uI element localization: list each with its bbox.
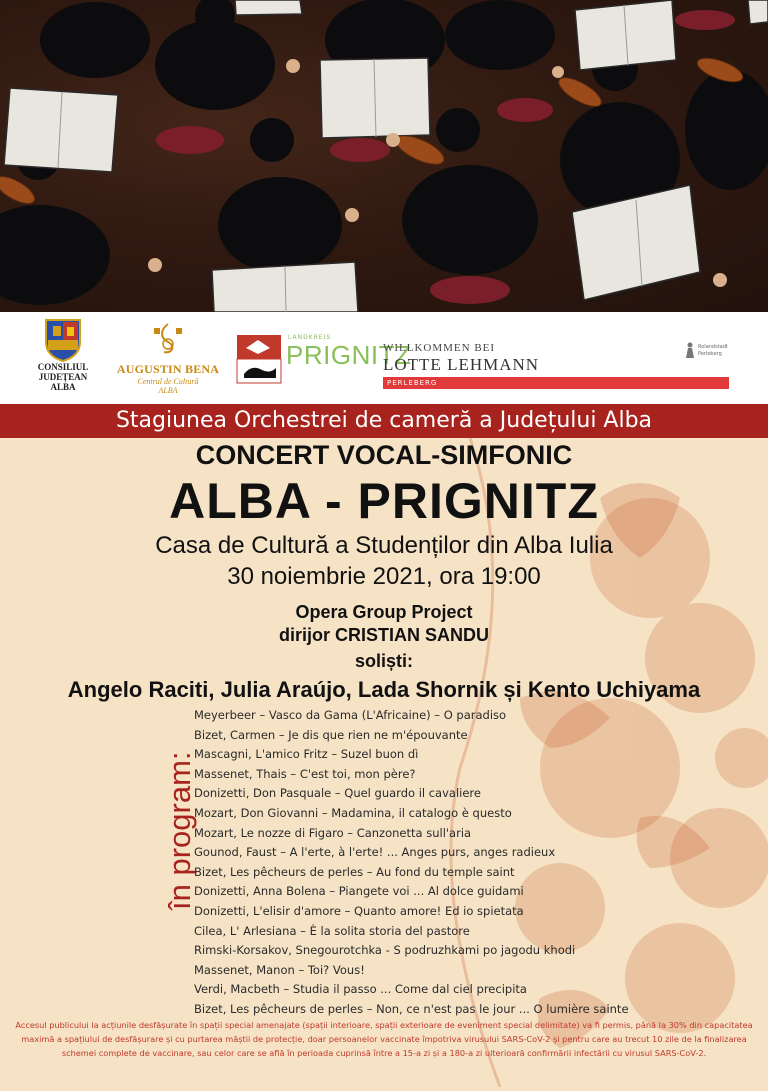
lotte-lehmann-bar	[383, 377, 729, 389]
county-council-name: CONSILIUL JUDEȚEAN ALBA	[37, 362, 89, 392]
program-item: Bizet, Les pêcheurs de perles – Au fond du temple saint	[194, 864, 515, 879]
coat-of-arms-icon	[43, 318, 83, 362]
covid-access-notice: Accesul publicului la acțiunile desfășurate în spații special amenajate (spații interioare, spații exterioare de eveniment special delimitate) va fi permis, până la 30% din capacitatea maximă a spațiului de desfășurare și cu purtarea măștii de protecție, doar persoanelor vaccinate împotriva virusului SARS-CoV-2 și pentru care au trecut 10 zile de la finalizarea schemei complete de vaccinare, sau celor care se află în perioada cuprinsă între a 15-a zi și a 180-a zi ulterioară confirmării infectării cu virusul SARS-CoV-2.	[15, 1020, 753, 1058]
program-item: Donizetti, Anna Bolena – Piangete voi ... Al dolce guidami	[194, 884, 524, 899]
prignitz-crest-icon	[236, 334, 282, 384]
prignitz-logo	[236, 334, 412, 386]
program-item: Massenet, Thais – C'est toi, mon père?	[194, 766, 416, 781]
season-banner: Stagiunea Orchestrei de cameră a Județului Alba	[0, 404, 768, 438]
concert-date: 30 noiembrie 2021, ora 19:00	[227, 563, 541, 590]
program-item: Donizetti, L'elisir d'amore – Quanto amore! Ed io spietata	[194, 903, 524, 918]
program-item: Mascagni, L'amico Fritz – Suzel buon dì	[194, 747, 419, 762]
orchestra-photo	[0, 0, 768, 312]
program-item: Bizet, Carmen – Je dis que rien ne m'épouvante	[194, 727, 468, 742]
program-item: Mozart, Le nozze di Figaro – Canzonetta sull'aria	[194, 825, 472, 840]
program-item: Cilea, L' Arlesiana – È la solita storia del pastore	[194, 923, 470, 938]
concert-type: CONCERT VOCAL-SIMFONIC	[195, 440, 573, 470]
prignitz-kicker: LANDKREIS	[288, 334, 332, 341]
culture-center-logo	[108, 322, 228, 394]
program-item: Gounod, Faust – A l'erte, à l'erte! ... Anges purs, anges radieux	[194, 845, 556, 860]
program-item: Bizet, Les pêcheurs de perles – Non, ce n'est pas le jour ... O lumière sainte	[194, 1001, 629, 1016]
soloists-label: soliști:	[354, 651, 413, 671]
concert-title: ALBA - PRIGNITZ	[169, 473, 599, 529]
ensemble-name: Opera Group Project	[295, 602, 473, 622]
treble-clef-icon	[146, 322, 190, 356]
soloists: Angelo Raciti, Julia Araújo, Lada Shornik și Kento Uchiyama	[67, 677, 701, 702]
lotte-lehmann-logo	[383, 342, 729, 394]
culture-center-name: AUGUSTIN BENA	[116, 362, 220, 376]
conductor: dirijor CRISTIAN SANDU	[278, 625, 489, 645]
lotte-lehmann-location: PERLEBERG	[387, 379, 438, 387]
program-list	[194, 706, 754, 1020]
prignitz-name: PRIGNITZ	[286, 340, 412, 370]
program-item: Massenet, Manon – Toi? Vous!	[194, 962, 365, 977]
orchestra-illustration	[0, 0, 768, 312]
logo-bar	[0, 312, 768, 404]
program-item: Donizetti, Don Pasquale – Quel guardo il cavaliere	[194, 786, 481, 801]
culture-center-subtitle: Centrul de Cultură ALBA	[137, 377, 199, 395]
lotte-lehmann-name: LOTTE LEHMANN	[383, 355, 540, 374]
county-council-logo	[30, 318, 96, 402]
program-label-text: în program:	[162, 751, 197, 910]
lotte-lehmann-welcome: WILLKOMMEN BEI	[383, 342, 496, 354]
program-item: Rimski-Korsakov, Snegourotchka - S podruzhkami po jagodu khodi	[194, 943, 576, 958]
venue: Casa de Cultură a Studenților din Alba Iulia	[155, 532, 613, 559]
perleberg-name: Rolandstadt Perleberg	[698, 344, 728, 357]
roland-figure-icon	[684, 342, 696, 358]
program-item: Mozart, Don Giovanni – Madamina, il catalogo è questo	[194, 805, 512, 820]
perleberg-logo	[684, 342, 744, 366]
program-item: Verdi, Macbeth – Studia il passo ... Come dal ciel precipita	[194, 982, 527, 997]
program-item: Meyerbeer – Vasco da Gama (L'Africaine) – O paradiso	[194, 708, 507, 722]
